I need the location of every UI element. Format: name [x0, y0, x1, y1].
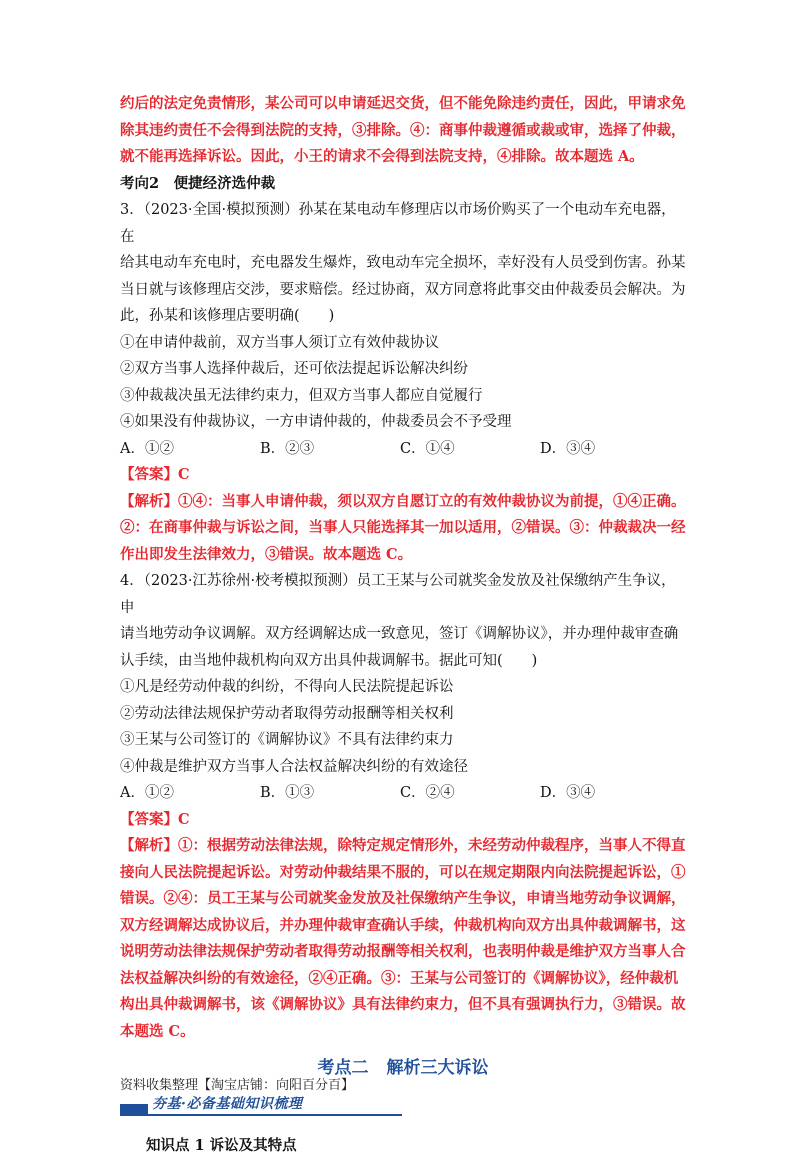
- statement: ④仲裁是维护双方当事人合法权益解决纠纷的有效途径: [120, 758, 468, 775]
- question-stem-line: 当日就与该修理店交涉，要求赔偿。经过协商，双方同意将此事交由仲裁委员会解决。为: [120, 281, 686, 298]
- analysis-line: 构出具仲裁调解书，该《调解协议》具有法律约束力，但不具有强调执行力，③错误。故: [120, 996, 686, 1013]
- banner-underline: [120, 1114, 402, 1116]
- statement: ②双方当事人选择仲裁后，还可依法提起诉讼解决纠纷: [120, 361, 468, 377]
- option-c: C．①④: [400, 440, 455, 457]
- statement: ②劳动法律法规保护劳动者取得劳动报酬等相关权利: [120, 705, 454, 722]
- question-4: [120, 568, 686, 1045]
- statement: ③王某与公司签订的《调解协议》不具有法律约束力: [120, 732, 454, 748]
- direction-heading: 考向2 便捷经济选仲裁: [120, 174, 276, 192]
- analysis-line: 法权益解决纠纷的有效途径，②④正确。③：王某与公司签订的《调解协议》，经仲裁机: [120, 969, 679, 987]
- analysis-line: 约后的法定免责情形，某公司可以申请延迟交货，但不能免除违约责任，因此，甲请求免: [120, 95, 686, 112]
- answer-label: 【答案】C: [120, 810, 190, 828]
- option-c: C．②④: [400, 785, 455, 801]
- question-stem-line: 4．（2023·江苏徐州·校考模拟预测）员工王某与公司就奖金发放及社保缴纳产生争议，申: [120, 573, 676, 616]
- option-a: A．①②: [120, 785, 174, 801]
- analysis-line: 双方经调解达成协议后，并办理仲裁审查确认手续，仲裁机构向双方出具仲裁调解书，这: [120, 916, 686, 934]
- answer-label: 【答案】C: [120, 466, 190, 483]
- analysis-line: 错误。②④：员工王某与公司就奖金发放及社保缴纳产生争议，申请当地劳动争议调解，: [120, 890, 686, 907]
- analysis-line: 除其违约责任不会得到法院的支持，③排除。④：商事仲裁遵循或裁或审，选择了仲裁，: [120, 121, 686, 139]
- option-d: D．③④: [540, 440, 596, 457]
- analysis-line: 本题选 C。: [120, 1022, 195, 1040]
- analysis-line: 【解析】①：根据劳动法律法规，除特定规定情形外，未经劳动仲裁程序，当事人不得直: [120, 837, 686, 854]
- analysis-line: 【解析】①④：当事人申请仲裁，须以双方自愿订立的有效仲裁协议为前提，①④正确。: [120, 492, 686, 510]
- question-stem-line: 请当地劳动争议调解。双方经调解达成一致意见，签订《调解协议》，并办理仲裁审查确: [120, 626, 679, 642]
- page-footer: 资料收集整理【淘宝店铺：向阳百分百】: [120, 1078, 355, 1093]
- option-d: D．③④: [540, 785, 596, 801]
- analysis-line: 就不能再选择诉讼。因此，小王的请求不会得到法院支持，④排除。故本题选 A。: [120, 148, 644, 165]
- analysis-line: 作出即发生法律效力，③错误。故本题选 C。: [120, 545, 413, 563]
- option-a: A．①②: [120, 440, 174, 457]
- question-stem-line: 3．（2023·全国·模拟预测）孙某在某电动车修理店以市场价购买了一个电动车充电器，在: [120, 202, 676, 245]
- statement: ④如果没有仲裁协议，一方申请仲裁的，仲裁委员会不予受理: [120, 414, 512, 430]
- analysis-line: 接向人民法院提起诉讼。对劳动仲裁结果不服的，可以在规定期限内向法院提起诉讼，①: [120, 863, 686, 881]
- question-stem-line: 认手续，由当地仲裁机构向双方出具仲裁调解书。据此可知( ): [120, 652, 538, 669]
- question-3: [120, 197, 686, 568]
- banner-text: 夯基·必备基础知识梳理: [152, 1096, 303, 1112]
- option-b: B．①③: [260, 785, 315, 801]
- analysis-line: ②：在商事仲裁与诉讼之间，当事人只能选择其一加以适用，②错误。③：仲裁裁决一经: [120, 519, 686, 536]
- option-b: B．②③: [260, 440, 315, 457]
- section-prefix: 考点二: [317, 1058, 369, 1078]
- previous-analysis: [120, 91, 686, 171]
- question-stem-line: 此，孙某和该修理店要明确( ): [120, 308, 335, 324]
- statement: ①在申请仲裁前，双方当事人须订立有效仲裁协议: [120, 334, 439, 351]
- answer-options: [120, 780, 686, 807]
- analysis-line: 说明劳动法律法规保护劳动者取得劳动报酬等相关权利，也表明仲裁是维护双方当事人合: [120, 943, 686, 960]
- section-banner: [120, 1089, 686, 1121]
- statement: ③仲裁裁决虽无法律约束力，但双方当事人都应自觉履行: [120, 387, 483, 404]
- answer-options: [120, 436, 686, 463]
- section-name: 解析三大诉讼: [386, 1058, 489, 1078]
- page-content: [120, 91, 686, 1159]
- statement: ①凡是经劳动仲裁的纠纷，不得向人民法院提起诉讼: [120, 679, 454, 695]
- knowledge-point-heading: 知识点 1 诉讼及其特点: [146, 1137, 297, 1154]
- question-stem-line: 给其电动车充电时，充电器发生爆炸，致电动车完全损坏，幸好没有人员受到伤害。孙某: [120, 255, 686, 271]
